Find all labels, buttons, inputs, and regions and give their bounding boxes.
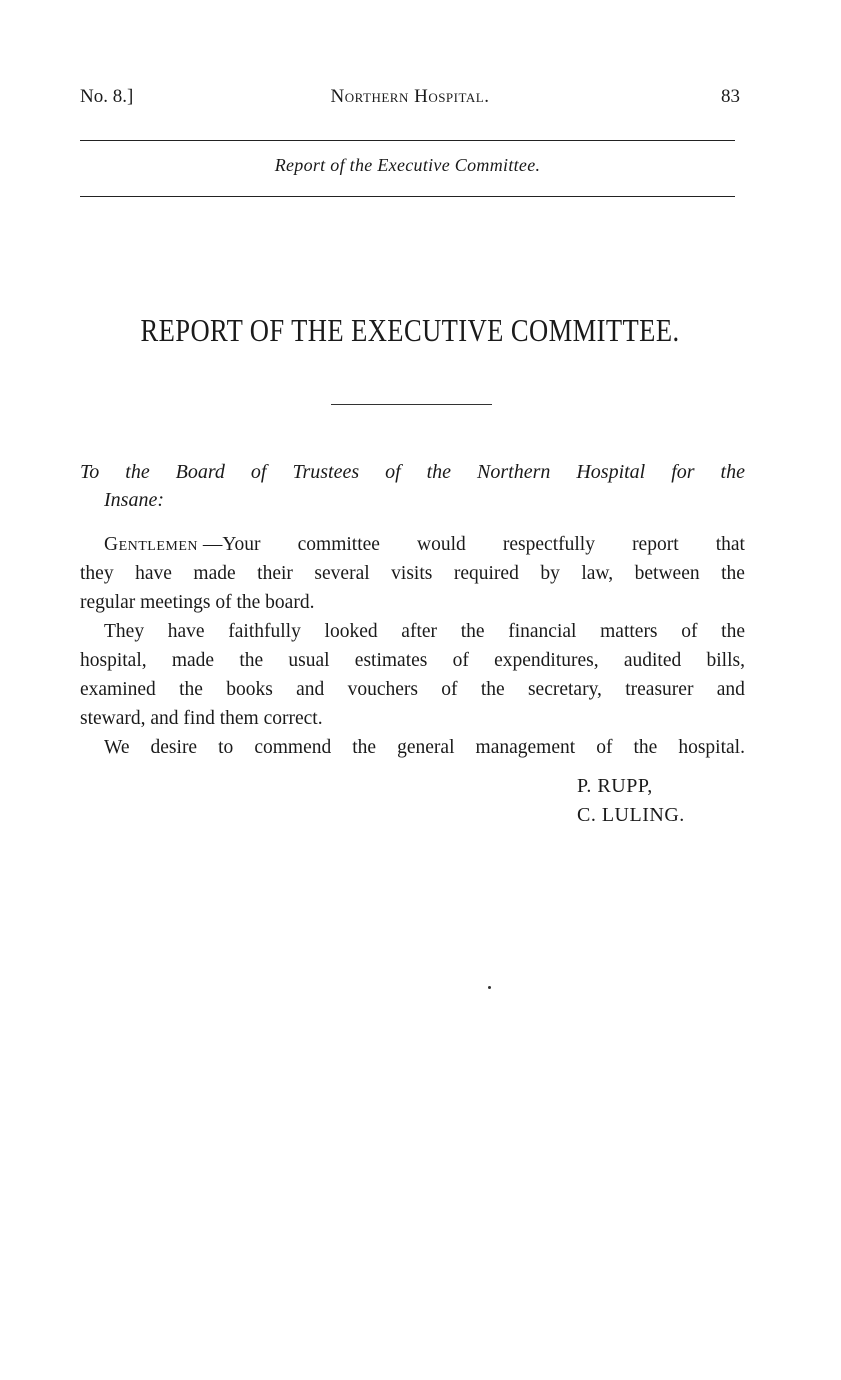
word: for	[671, 461, 695, 483]
word: matters	[600, 621, 658, 642]
word: and	[296, 679, 325, 700]
address-line-1	[80, 458, 745, 486]
word: the	[721, 621, 745, 642]
paragraph-2-line-1	[80, 617, 745, 646]
signature-rupp: P. RUPP,	[577, 775, 653, 797]
word: hospital,	[80, 650, 147, 671]
word: several	[314, 563, 370, 584]
word: secretary,	[527, 679, 602, 700]
address-line-2: Insane:	[104, 489, 164, 511]
word: that	[715, 534, 745, 555]
section-subhead: Report of the Executive Committee.	[274, 155, 541, 175]
word: examined	[80, 679, 156, 700]
word: they	[80, 563, 114, 584]
word: management	[475, 737, 576, 758]
word: financial	[508, 621, 577, 642]
word: of	[250, 461, 267, 483]
word: We	[104, 737, 130, 758]
signature-block	[577, 772, 685, 830]
word: vouchers	[347, 679, 418, 700]
word: Northern	[477, 461, 551, 483]
word: of	[596, 737, 613, 758]
paragraph-1-line-1	[80, 530, 745, 559]
word: usual	[288, 650, 330, 671]
word: of	[681, 621, 698, 642]
word: treasurer	[625, 679, 694, 700]
word: law,	[581, 563, 614, 584]
word: made	[171, 650, 215, 671]
word: the	[352, 737, 377, 758]
header-rule-top	[80, 140, 735, 141]
word: bills,	[706, 650, 745, 671]
word: Hospital	[576, 461, 646, 483]
paragraph-2-line-2	[80, 646, 745, 675]
word: Your	[222, 534, 261, 555]
word: respectfully	[502, 534, 595, 555]
word: of	[385, 461, 401, 483]
word: Trustees	[292, 461, 360, 483]
word: commend	[254, 737, 332, 758]
page-number: 83	[721, 86, 740, 107]
word: the	[721, 563, 745, 584]
header-number: No. 8.]	[80, 86, 134, 107]
word: after	[401, 621, 438, 642]
paragraph-1-line-2	[80, 559, 745, 588]
word: the	[426, 461, 452, 483]
header-title: Northern Hospital.	[330, 86, 490, 107]
word: of	[441, 679, 458, 700]
word: committee	[297, 534, 380, 555]
word: audited	[623, 650, 682, 671]
word: of	[452, 650, 469, 671]
report-body	[80, 530, 745, 762]
word: looked	[324, 621, 378, 642]
word: would	[417, 534, 466, 555]
word: the	[633, 737, 658, 758]
word: Board	[175, 461, 225, 483]
salutation: Gentlemen —	[104, 534, 223, 555]
word: the	[239, 650, 264, 671]
word: the	[179, 679, 203, 700]
word: the	[720, 461, 745, 483]
page-title: REPORT OF THE EXECUTIVE COMMITTEE.	[140, 312, 680, 348]
word: have	[135, 563, 172, 584]
word: to	[218, 737, 234, 758]
word: report	[632, 534, 679, 555]
title-divider	[331, 404, 492, 405]
word: general	[397, 737, 455, 758]
header-rule-bottom	[80, 196, 735, 197]
word: made	[193, 563, 236, 584]
paragraph-2-line-3	[80, 675, 745, 704]
word: the	[460, 621, 485, 642]
word: their	[257, 563, 293, 584]
word: the	[125, 461, 150, 483]
paragraph-1-line-3: regular meetings of the board.	[80, 592, 315, 613]
p1-line1-words	[222, 530, 745, 559]
word: expenditures,	[494, 650, 599, 671]
word: hospital.	[678, 737, 745, 758]
word: between	[634, 563, 700, 584]
word: have	[167, 621, 205, 642]
word: required	[453, 563, 519, 584]
paragraph-3-line-1	[80, 733, 745, 762]
word: books	[226, 679, 273, 700]
paragraph-2-line-4: steward, and find them correct.	[80, 708, 323, 729]
word: To	[80, 461, 100, 483]
word: They	[104, 621, 145, 642]
word: the	[480, 679, 505, 700]
print-speck	[488, 986, 491, 989]
signature-luling: C. LULING.	[577, 804, 685, 826]
word: by	[540, 563, 560, 584]
word: estimates	[354, 650, 428, 671]
address-block	[80, 458, 745, 514]
word: visits	[391, 563, 433, 584]
word: and	[716, 679, 745, 700]
word: desire	[150, 737, 198, 758]
running-header	[80, 86, 740, 112]
word: faithfully	[228, 621, 301, 642]
